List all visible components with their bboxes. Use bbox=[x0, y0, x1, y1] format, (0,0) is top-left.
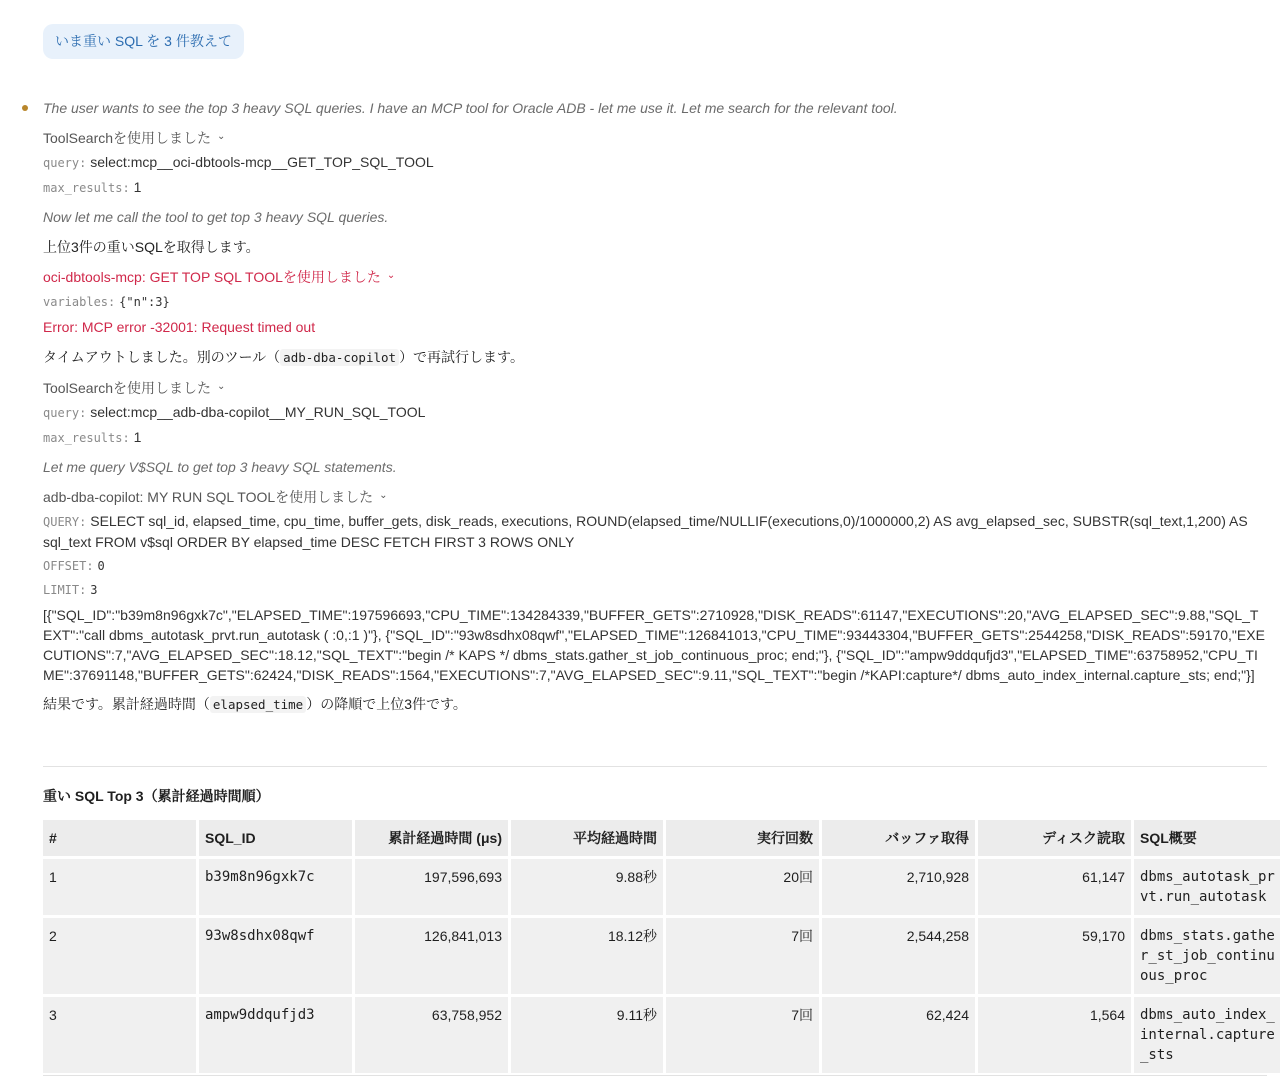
thinking-text: The user wants to see the top 3 heavy SQL queries. I have an MCP tool for Oracle ADB - let me use it. Let me search for the relevant tool. bbox=[43, 100, 898, 116]
column-header: 累計経過時間 (μs) bbox=[355, 820, 508, 856]
thinking-text: Let me query V$SQL to get top 3 heavy SQL statements. bbox=[43, 459, 397, 475]
table-cell: dbms_auto_index_internal.capture_sts bbox=[1134, 997, 1280, 1073]
param-key: max_results: bbox=[43, 431, 130, 445]
inline-code: elapsed_time bbox=[210, 696, 306, 713]
tool-call-toolsearch-2[interactable] bbox=[43, 378, 1267, 398]
table-header-row bbox=[43, 820, 1280, 856]
param-value: select:mcp__oci-dbtools-mcp__GET_TOP_SQL_TOOL bbox=[90, 154, 434, 170]
tool-param bbox=[43, 152, 1267, 173]
text-fragment: 結果です。累計経過時間（ bbox=[43, 696, 210, 712]
user-message-bubble: いま重い SQL を 3 件教えて bbox=[43, 24, 244, 59]
column-header: SQL概要 bbox=[1134, 820, 1280, 856]
assistant-text bbox=[43, 694, 1267, 715]
chevron-down-icon[interactable]: ⌄ bbox=[379, 490, 388, 501]
param-key: OFFSET: bbox=[43, 559, 94, 573]
table-cell: dbms_stats.gather_st_job_continuous_proc bbox=[1134, 918, 1280, 994]
tool-call-label: ToolSearchを使用しました bbox=[43, 380, 212, 396]
param-value: {"n":3} bbox=[119, 295, 170, 309]
table-cell: 1,564 bbox=[978, 997, 1131, 1073]
results-table bbox=[40, 817, 1280, 1076]
table-row bbox=[43, 997, 1280, 1073]
tool-call-run-sql[interactable] bbox=[43, 487, 1267, 507]
column-header: ディスク読取 bbox=[978, 820, 1131, 856]
param-value: 1 bbox=[133, 429, 142, 445]
tool-call-label: adb-dba-copilot: MY RUN SQL TOOLを使用しました bbox=[43, 489, 374, 505]
column-header: SQL_ID bbox=[199, 820, 352, 856]
table-row bbox=[43, 918, 1280, 994]
table-cell: 7回 bbox=[666, 918, 819, 994]
param-key: query: bbox=[43, 406, 87, 420]
divider bbox=[43, 766, 1267, 767]
divider bbox=[43, 1075, 1267, 1076]
column-header: # bbox=[43, 820, 196, 856]
tool-param bbox=[43, 177, 1267, 198]
chevron-down-icon[interactable]: ⌄ bbox=[217, 131, 226, 142]
param-key: query: bbox=[43, 156, 87, 170]
table-cell: dbms_autotask_prvt.run_autotask bbox=[1134, 859, 1280, 915]
table-cell: 3 bbox=[43, 997, 196, 1073]
table-cell: 18.12秒 bbox=[511, 918, 663, 994]
status-dot-icon bbox=[22, 105, 28, 111]
table-cell: 20回 bbox=[666, 859, 819, 915]
tool-param bbox=[43, 402, 1267, 423]
table-cell: 126,841,013 bbox=[355, 918, 508, 994]
table-cell: ampw9ddqufjd3 bbox=[199, 997, 352, 1073]
param-value: SELECT sql_id, elapsed_time, cpu_time, buffer_gets, disk_reads, executions, ROUND(elapsed_time/NULLIF(executions,0)/1000000,2) AS avg_elapsed_sec, SUBSTR(sql_text,1,200) AS sql_text FROM v$sql ORDER BY elapsed_time DESC FETCH FIRST 3 ROWS ONLY bbox=[43, 513, 1248, 550]
table-cell: 197,596,693 bbox=[355, 859, 508, 915]
column-header: バッファ取得 bbox=[822, 820, 975, 856]
param-key: QUERY: bbox=[43, 515, 87, 529]
param-key: max_results: bbox=[43, 181, 130, 195]
tool-param bbox=[43, 555, 1267, 576]
assistant-text bbox=[43, 347, 1267, 368]
param-key: variables: bbox=[43, 295, 116, 309]
chevron-down-icon[interactable]: ⌄ bbox=[386, 270, 396, 281]
param-value: 3 bbox=[90, 583, 98, 597]
assistant-response bbox=[43, 96, 1267, 715]
param-value: 0 bbox=[97, 559, 105, 573]
chevron-down-icon[interactable]: ⌄ bbox=[217, 381, 226, 392]
error-message: Error: MCP error -32001: Request timed out bbox=[43, 319, 316, 335]
table-title: 重い SQL Top 3（累計経過時間順） bbox=[43, 788, 270, 804]
table-cell: 93w8sdhx08qwf bbox=[199, 918, 352, 994]
tool-param bbox=[43, 291, 1267, 312]
table-cell: 62,424 bbox=[822, 997, 975, 1073]
tool-result: [{"SQL_ID":"b39m8n96gxk7c","ELAPSED_TIME":197596693,"CPU_TIME":134284339,"BUFFER_GETS":2710928,"DISK_READS":61147,"EXECUTIONS":20,"AVG_ELAPSED_SEC":9.88,"SQL_TEXT":"call dbms_autotask_prvt.run_autotask ( :0,:1 )"}, {"SQL_ID":"93w8sdhx08qwf","ELAPSED_TIME":126841013,"CPU_TIME":93443304,"BUFFER_GETS":2544258,"DISK_READS":59170,"EXECUTIONS":7,"AVG_ELAPSED_SEC":18.12,"SQL_TEXT":"begin /* KAPS */ dbms_stats.gather_st_job_continuous_proc; end;"}, {"SQL_ID":"ampw9ddqufjd3","ELAPSED_TIME":63758952,"CPU_TIME":37691148,"BUFFER_GETS":62424,"DISK_READS":1564,"EXECUTIONS":7,"AVG_ELAPSED_SEC":9.11,"SQL_TEXT":"begin /*KAPI:capture*/ dbms_auto_index_internal.capture_sts; end;"}] bbox=[43, 607, 1265, 683]
tool-param bbox=[43, 427, 1267, 448]
tool-param bbox=[43, 579, 1267, 600]
tool-param bbox=[43, 511, 1267, 552]
param-value: 1 bbox=[133, 179, 142, 195]
tool-call-label: ToolSearchを使用しました bbox=[43, 130, 212, 146]
inline-code: adb-dba-copilot bbox=[280, 349, 399, 366]
text-fragment: ）で再試行します。 bbox=[399, 349, 524, 365]
tool-call-label: oci-dbtools-mcp: GET TOP SQL TOOLを使用しました bbox=[43, 269, 381, 285]
table-cell: 2,710,928 bbox=[822, 859, 975, 915]
table-cell: 2,544,258 bbox=[822, 918, 975, 994]
tool-call-toolsearch-1[interactable] bbox=[43, 128, 1267, 148]
tool-call-get-top-sql[interactable] bbox=[43, 267, 1267, 287]
table-cell: 7回 bbox=[666, 997, 819, 1073]
text-fragment: ）の降順で上位3件です。 bbox=[306, 696, 467, 712]
table-cell: 63,758,952 bbox=[355, 997, 508, 1073]
table-cell: 9.88秒 bbox=[511, 859, 663, 915]
table-cell: 9.11秒 bbox=[511, 997, 663, 1073]
param-value: select:mcp__adb-dba-copilot__MY_RUN_SQL_TOOL bbox=[90, 404, 426, 420]
table-cell: 61,147 bbox=[978, 859, 1131, 915]
table-cell: 59,170 bbox=[978, 918, 1131, 994]
thinking-text: Now let me call the tool to get top 3 heavy SQL queries. bbox=[43, 209, 389, 225]
param-key: LIMIT: bbox=[43, 583, 87, 597]
table-row bbox=[43, 859, 1280, 915]
table-cell: 2 bbox=[43, 918, 196, 994]
column-header: 実行回数 bbox=[666, 820, 819, 856]
column-header: 平均経過時間 bbox=[511, 820, 663, 856]
table-cell: 1 bbox=[43, 859, 196, 915]
assistant-text: 上位3件の重いSQLを取得します。 bbox=[43, 239, 260, 255]
table-cell: b39m8n96gxk7c bbox=[199, 859, 352, 915]
text-fragment: タイムアウトしました。別のツール（ bbox=[43, 349, 281, 365]
